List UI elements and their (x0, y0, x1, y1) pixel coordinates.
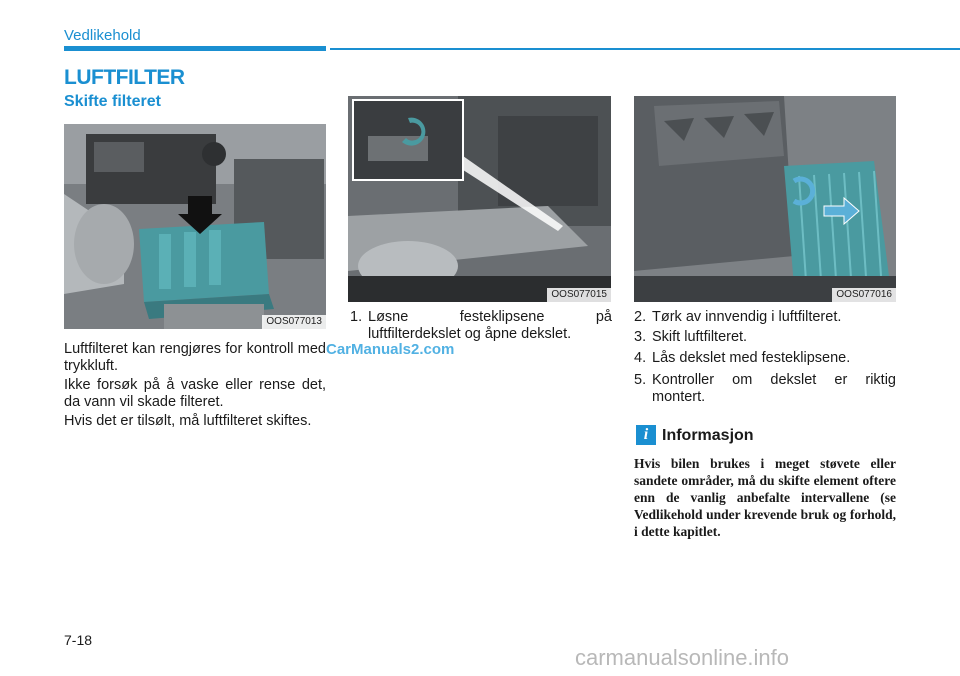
figure-caption-2: OOS077015 (547, 288, 611, 302)
step-5-number: 5. (634, 372, 647, 388)
step-5-text: Kontroller om dekslet er riktig montert. (652, 372, 896, 405)
step-4-number: 4. (634, 350, 647, 366)
step-3-text: Skift luftfilteret. (652, 329, 748, 345)
air-filter-cover (139, 222, 269, 302)
step-3 (634, 329, 896, 347)
step-1-text: Løsne festeklipsene på luftfilterdekslet og åpne dekslet. (368, 309, 612, 342)
engine-bay-illustration-3 (634, 96, 896, 302)
step-3-number: 3. (634, 329, 647, 345)
info-body: Hvis bilen brukes i meget støvete eller sandete områder, må du skifte element oftere enn de vanlig anbefalte intervallene (se Vedlikehold under krevende bruk og forhold, i dette kapitlet. (634, 456, 896, 539)
step-4-text: Lås dekslet med festeklipsene. (652, 350, 851, 366)
engine-bay-illustration-2 (348, 96, 611, 302)
section-label: Vedlikehold (64, 27, 141, 44)
paragraph-3: Hvis det er tilsølt, må luftfilteret skiftes. (64, 413, 312, 429)
header-rule-thick (64, 46, 326, 51)
step-2 (634, 309, 896, 327)
page-number: 7-18 (64, 632, 93, 648)
engine-bay-photo-3 (634, 96, 896, 302)
engine-bay-illustration-1 (64, 124, 326, 329)
figure-caption-1: OOS077013 (262, 315, 326, 329)
paragraph-2: Ikke forsøk på å vaske eller rense det, da vann vil skade filteret. (64, 377, 326, 410)
page-title: LUFTFILTER (64, 66, 185, 89)
header-rule-thin (330, 48, 960, 50)
engine-bay-photo-2 (348, 96, 611, 302)
watermark-footer: carmanualsonline.info (575, 645, 790, 670)
step-5 (634, 372, 896, 408)
info-icon: i (636, 425, 656, 445)
step-2-number: 2. (634, 309, 647, 325)
step-1 (350, 309, 612, 345)
paragraph-1: Luftfilteret kan rengjøres for kontroll med trykkluft. (64, 341, 326, 374)
page-subtitle: Skifte filteret (64, 93, 161, 110)
watermark-carmanuals2: CarManuals2.com (326, 341, 455, 358)
step-1-number: 1. (350, 309, 363, 325)
figure-caption-3: OOS077016 (832, 288, 896, 302)
step-2-text: Tørk av innvendig i luftfilteret. (652, 309, 842, 325)
step-4 (634, 350, 896, 368)
engine-bay-photo-1 (64, 124, 326, 329)
info-title: Informasjon (662, 427, 754, 444)
